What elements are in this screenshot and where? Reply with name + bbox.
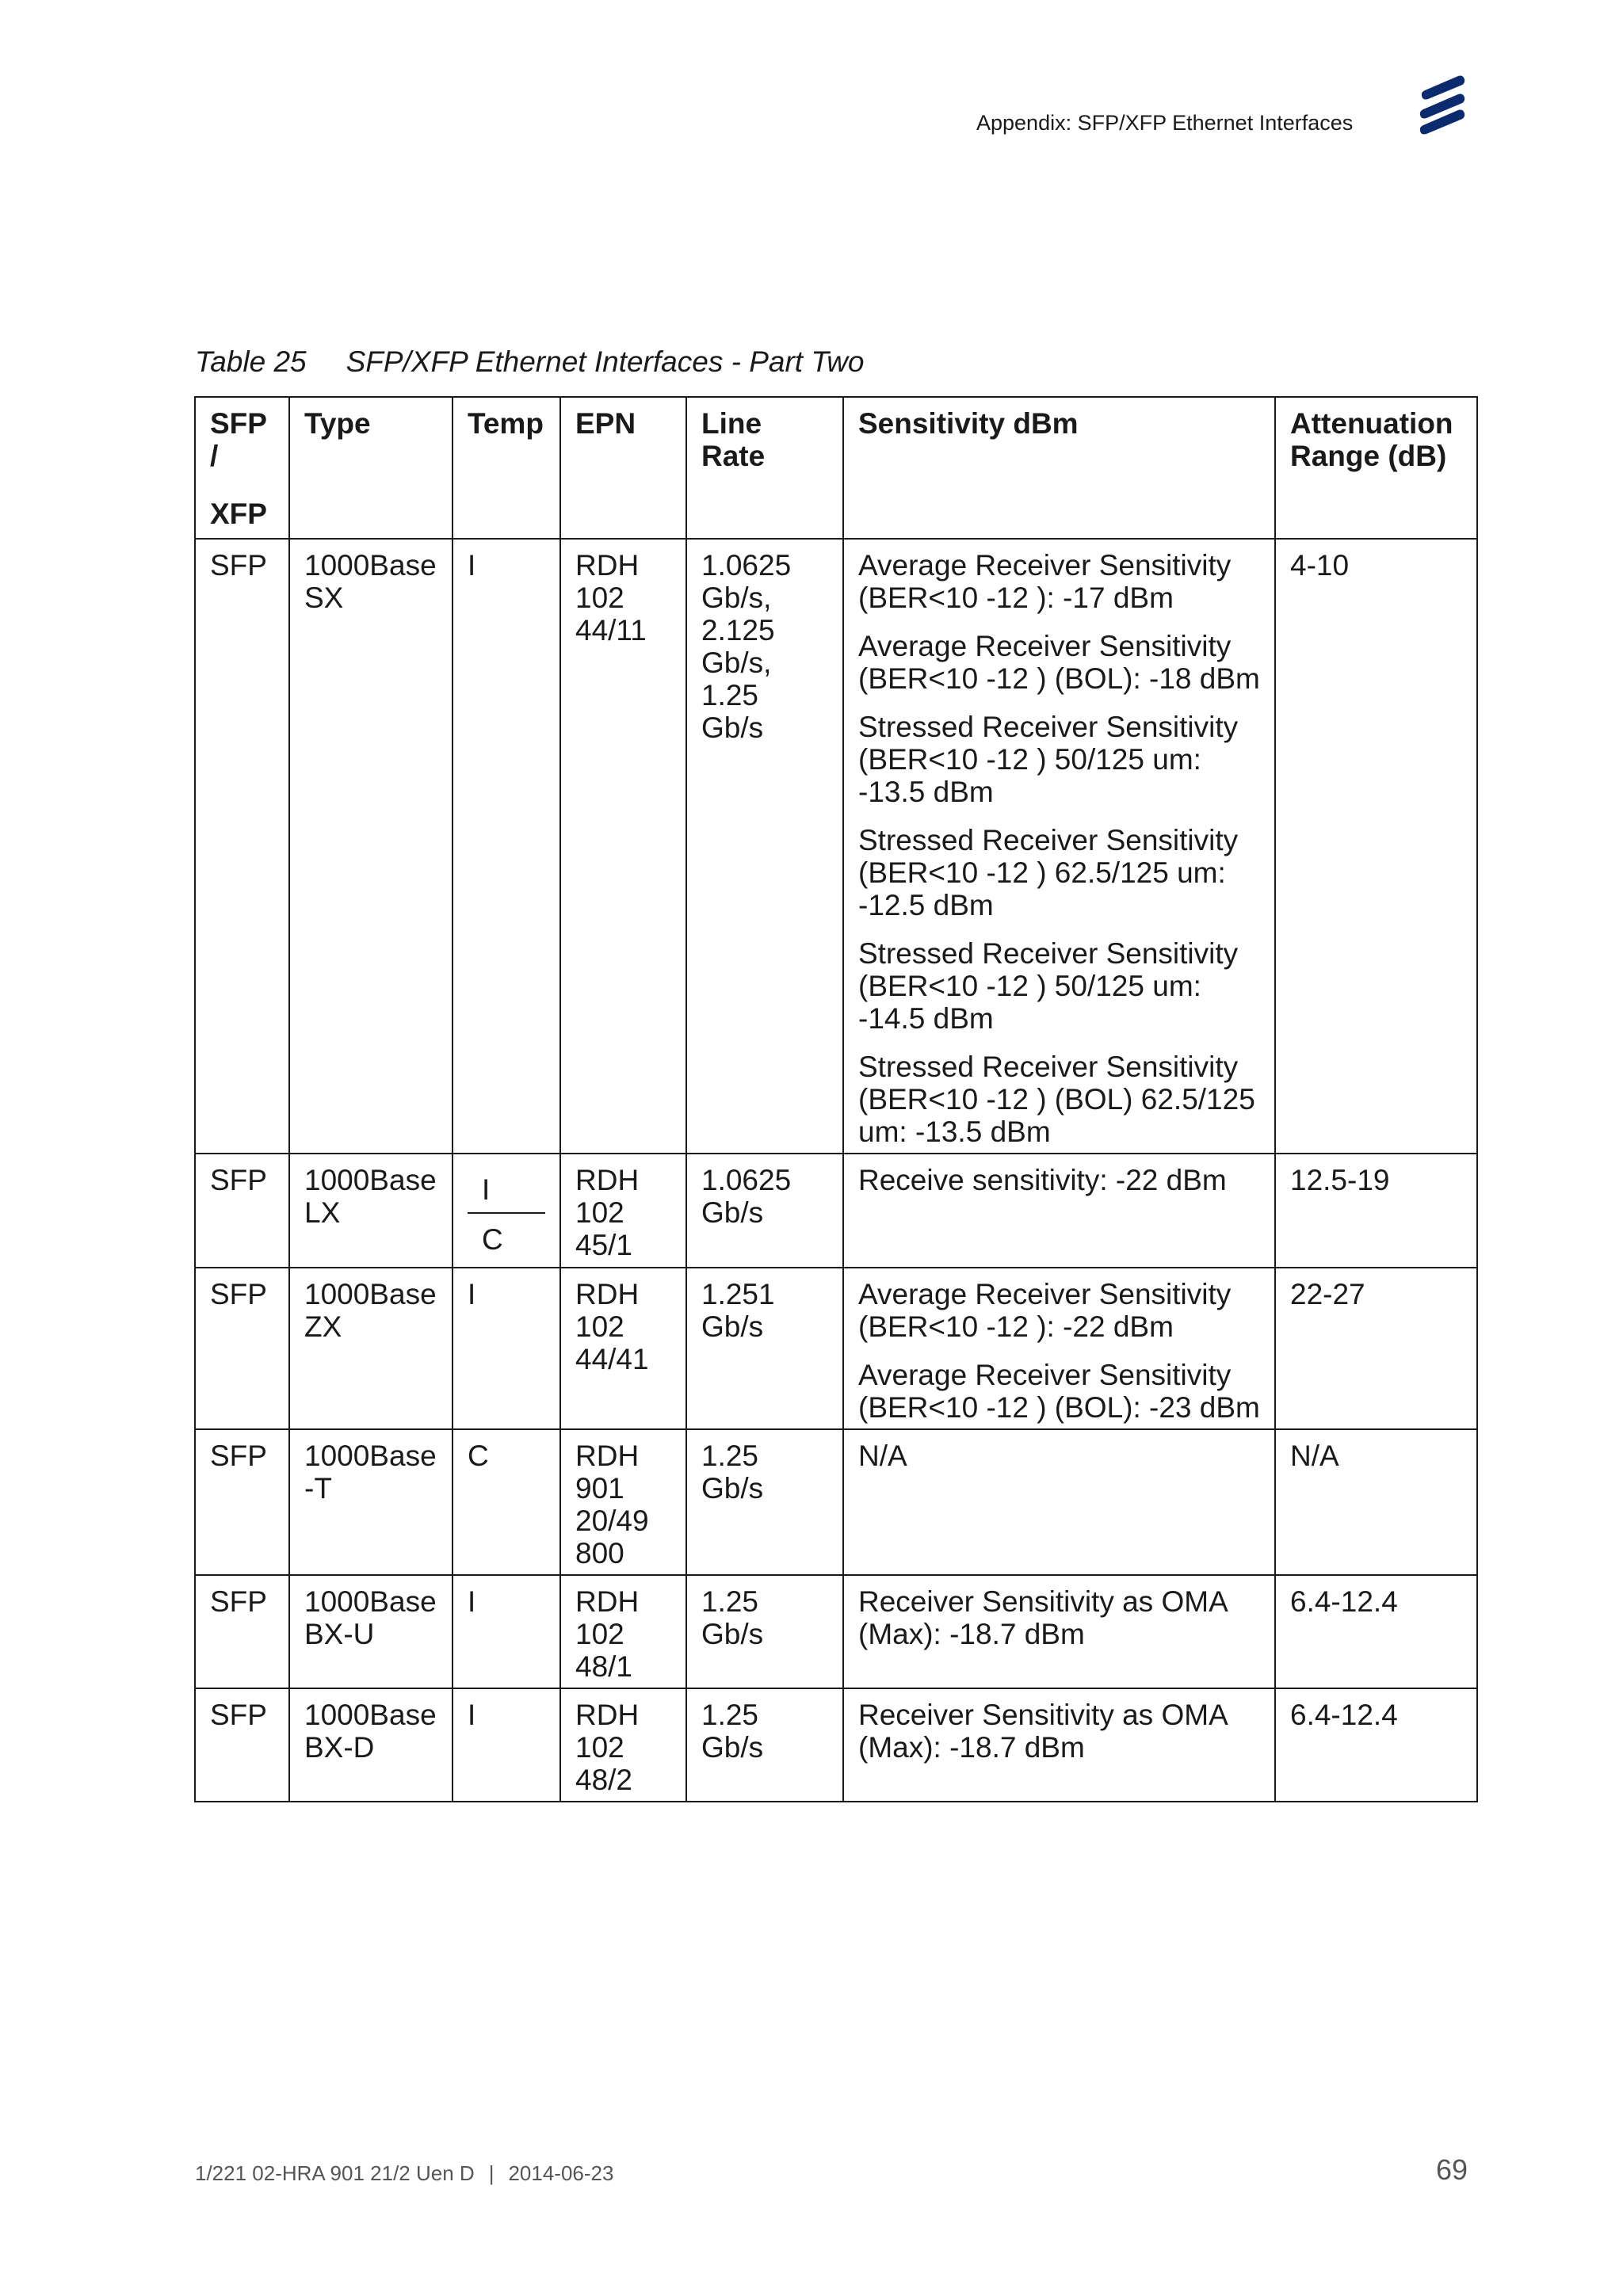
table-row [195,1688,1477,1802]
sensitivity-item: Receive sensitivity: -22 dBm [858,1164,1227,1196]
cell-attenuation: 12.5-19 [1275,1154,1477,1268]
table-row [195,1268,1477,1429]
cell-attenuation: 22-27 [1275,1268,1477,1429]
cell-epn: RDH 102 48/1 [560,1575,686,1688]
table-row [195,1154,1477,1268]
cell-temp: I [453,1688,560,1802]
cell-temp: C [453,1429,560,1575]
cell-sfp: SFP [195,1575,289,1688]
sensitivity-item: Stressed Receiver Sensitivity (BER<10 -12 ) 50/125 um: -13.5 dBm [858,711,1239,808]
header-type: Type [289,397,453,539]
cell-line-rate: 1.25 Gb/s [686,1688,843,1802]
cell-epn: RDH 102 44/11 [560,539,686,1154]
cell-line-rate: 1.0625 Gb/s, 2.125 Gb/s, 1.25 Gb/s [686,539,843,1154]
sensitivity-item: Receiver Sensitivity as OMA (Max): -18.7 dBm [858,1699,1227,1764]
sensitivity-item: Stressed Receiver Sensitivity (BER<10 -12 ) 50/125 um: -14.5 dBm [858,937,1239,1035]
cell-attenuation: 4-10 [1275,539,1477,1154]
cell-type: 1000BaseLX [289,1154,453,1268]
cell-temp: I [453,1575,560,1688]
cell-epn: RDH 901 20/49 800 [560,1429,686,1575]
sensitivity-item: Average Receiver Sensitivity (BER<10 -12 ) (BOL): -18 dBm [858,630,1260,695]
cell-type: 1000BaseBX-U [289,1575,453,1688]
cell-sfp: SFP [195,1268,289,1429]
cell-line-rate: 1.0625 Gb/s [686,1154,843,1268]
sfp-xfp-interfaces-table [194,396,1478,1802]
header-epn: EPN [560,397,686,539]
cell-line-rate: 1.25 Gb/s [686,1429,843,1575]
running-header: Appendix: SFP/XFP Ethernet Interfaces [976,111,1354,135]
cell-type: 1000BaseZX [289,1268,453,1429]
cell-sensitivity [843,1268,1275,1429]
cell-sfp: SFP [195,1429,289,1575]
table-caption-label: Table 25 [195,345,307,378]
cell-epn: RDH 102 44/41 [560,1268,686,1429]
cell-type: 1000Base-T [289,1429,453,1575]
sensitivity-item: N/A [858,1440,907,1472]
cell-sensitivity [843,1429,1275,1575]
cell-sensitivity [843,1575,1275,1688]
cell-line-rate: 1.251 Gb/s [686,1268,843,1429]
cell-temp [453,1154,560,1268]
table-row [195,1575,1477,1688]
cell-type: 1000BaseBX-D [289,1688,453,1802]
temp-value: I [482,1173,491,1206]
cell-sensitivity [843,1154,1275,1268]
sensitivity-item: Stressed Receiver Sensitivity (BER<10 -12 ) (BOL) 62.5/125 um: -13.5 dBm [858,1051,1255,1148]
table-row [195,1429,1477,1575]
footer-separator: | [488,2161,495,2185]
sensitivity-item: Average Receiver Sensitivity (BER<10 -12 ): -22 dBm [858,1278,1232,1343]
cell-sensitivity [843,539,1275,1154]
cell-type: 1000BaseSX [289,539,453,1154]
sensitivity-item: Average Receiver Sensitivity (BER<10 -12 ) (BOL): -23 dBm [858,1359,1260,1424]
sensitivity-item: Stressed Receiver Sensitivity (BER<10 -12 ) 62.5/125 um: -12.5 dBm [858,824,1239,921]
header-line-rate: Line Rate [686,397,843,539]
footer-date: 2014-06-23 [508,2161,614,2185]
cell-line-rate: 1.25 Gb/s [686,1575,843,1688]
table-header-row [195,397,1477,539]
cell-temp: I [453,539,560,1154]
cell-attenuation: 6.4-12.4 [1275,1688,1477,1802]
table-caption [195,345,865,379]
cell-epn: RDH 102 48/2 [560,1688,686,1802]
cell-sensitivity [843,1688,1275,1802]
header-temp: Temp [453,397,560,539]
sensitivity-item: Receiver Sensitivity as OMA (Max): -18.7 dBm [858,1585,1227,1650]
table-row [195,539,1477,1154]
table-caption-title: SFP/XFP Ethernet Interfaces - Part Two [346,345,865,378]
header-sensitivity: Sensitivity dBm [843,397,1275,539]
cell-attenuation: N/A [1275,1429,1477,1575]
footer-doc-info [195,2161,613,2186]
cell-attenuation: 6.4-12.4 [1275,1575,1477,1688]
sensitivity-item: Average Receiver Sensitivity (BER<10 -12 ): -17 dBm [858,549,1232,614]
header-sfp-xfp: SFP/ XFP [195,397,289,539]
cell-sfp: SFP [195,1688,289,1802]
ericsson-logo-icon [1419,73,1468,136]
cell-epn: RDH 102 45/1 [560,1154,686,1268]
cell-sfp: SFP [195,539,289,1154]
header-attenuation: Attenuation Range (dB) [1275,397,1477,539]
temp-value-alt: C [468,1212,545,1262]
page-number: 69 [1436,2153,1468,2186]
cell-sfp: SFP [195,1154,289,1268]
footer-doc-number: 1/221 02-HRA 901 21/2 Uen D [195,2161,475,2185]
cell-temp: I [453,1268,560,1429]
